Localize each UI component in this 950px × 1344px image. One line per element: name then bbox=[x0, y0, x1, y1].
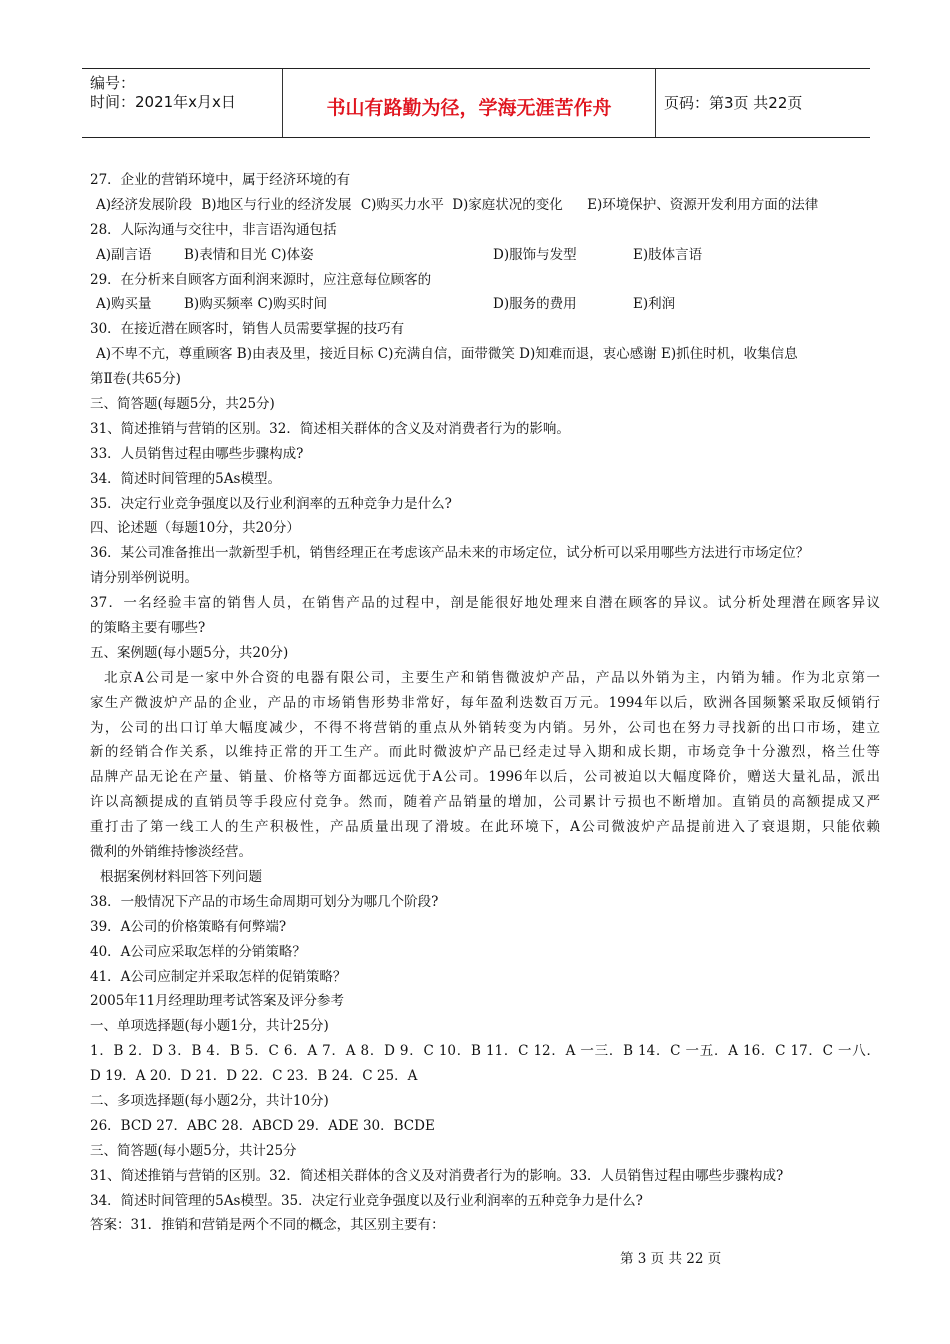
answer-section-heading: 一、单项选择题(每小题1分，共计25分) bbox=[90, 1018, 329, 1035]
question-28: 28．人际沟通与交往中，非言语沟通包括 bbox=[90, 221, 337, 238]
option-a: A)购买量 bbox=[96, 296, 152, 313]
case-paragraph-line: 为，公司的出口订单大幅度减少，不得不将营销的重点从外销转变为内销。另外，公司也在努力寻找新的出口市场，建立 bbox=[90, 719, 880, 736]
option-e: E)利润 bbox=[633, 296, 676, 313]
question-27: 27．企业的营销环境中，属于经济环境的有 bbox=[90, 172, 351, 188]
option-a: A)副言语 bbox=[96, 246, 152, 263]
question-29: 29．在分析来自顾客方面利润来源时，应注意每位顾客的 bbox=[90, 271, 432, 288]
option-e: E)肢体言语 bbox=[633, 246, 703, 263]
question-27-options bbox=[90, 193, 880, 218]
question-35: 35．决定行业竞争强度以及行业利润率的五种竞争力是什么? bbox=[90, 495, 452, 512]
document-number-label: 编号： bbox=[90, 74, 136, 92]
page-header bbox=[82, 68, 870, 138]
question-40: 40．A公司应采取怎样的分销策略？ bbox=[90, 943, 306, 960]
question-37-cont: 的策略主要有哪些? bbox=[90, 620, 206, 637]
option-e: E)环境保护、资源开发利用方面的法律 bbox=[587, 196, 819, 213]
question-29-options bbox=[90, 292, 880, 317]
section-heading: 四、论述题（每题10分，共20分） bbox=[90, 520, 300, 537]
question-34: 34．简述时间管理的5As模型。 bbox=[90, 470, 281, 487]
option-d: D)服务的费用 bbox=[493, 296, 577, 313]
question-36-cont: 请分别举例说明。 bbox=[90, 570, 198, 587]
option-bc: B)购买频率 C)购买时间 bbox=[184, 296, 328, 313]
document-time-label: 时间：2021年x月x日 bbox=[90, 93, 236, 111]
answer-line: 答案：31．推销和营销是两个不同的概念，其区别主要有： bbox=[90, 1217, 445, 1234]
header-divider bbox=[655, 69, 656, 137]
option-d: D)服饰与发型 bbox=[493, 246, 577, 263]
answer-line: 1．B 2．D 3．B 4．B 5．C 6．A 7．A 8．D 9．C 10．B 11．C 12．A 一三．B 14．C 一五．A 16．C 17．C 一八． bbox=[90, 1043, 880, 1060]
answer-line: D 19．A 20．D 21．D 22．C 23．B 24．C 25．A bbox=[90, 1068, 418, 1085]
page-footer: 第 3 页 共 22 页 bbox=[620, 1251, 722, 1267]
option-c: C)购买力水平 bbox=[360, 196, 444, 213]
question-36: 36．某公司准备推出一款新型手机，销售经理正在考虑该产品未来的市场定位，试分析可以采用哪些方法进行市场定位？ bbox=[90, 545, 810, 562]
case-prompt: 根据案例材料回答下列问题 bbox=[100, 868, 262, 885]
answer-section-heading: 二、多项选择题(每小题2分，共计10分) bbox=[90, 1092, 329, 1109]
page-info: 页码：第3页 共22页 bbox=[664, 94, 803, 112]
answer-line: 26．BCD 27．ABC 28．ABCD 29．ADE 30．BCDE bbox=[90, 1117, 435, 1134]
header-motto: 书山有路勤为径，学海无涯苦作舟 bbox=[326, 97, 612, 119]
case-paragraph-line: 微利的外销维持惨淡经营。 bbox=[90, 844, 252, 861]
option-a: A)经济发展阶段 bbox=[96, 196, 193, 213]
case-paragraph-line: 许以高额提成的直销员等手段应付竞争。然而，随着产品销量的增加，公司累计亏损也不断增加。直销员的高额提成又严 bbox=[90, 794, 880, 811]
volume-heading: 第Ⅱ卷(共65分) bbox=[90, 371, 181, 388]
question-37: 37．一名经验丰富的销售人员，在销售产品的过程中，剖是能很好地处理来自潜在顾客的异议。试分析处理潜在顾客异议 bbox=[90, 595, 880, 612]
question-41: 41．A公司应制定并采取怎样的促销策略？ bbox=[90, 968, 347, 985]
answer-line: 34．简述时间管理的5As模型。35．决定行业竞争强度以及行业利润率的五种竞争力是什么? bbox=[90, 1192, 643, 1209]
section-heading: 三、简答题(每题5分，共25分) bbox=[90, 396, 275, 413]
option-bc: B)表情和目光 C)体姿 bbox=[184, 246, 314, 263]
section-heading: 五、案例题(每小题5分，共20分) bbox=[90, 644, 289, 661]
question-30-options: A)不卑不亢，尊重顾客 B)由表及里，接近目标 C)充满自信，面带微笑 D)知难而退，衷心感谢 E)抓住时机，收集信息 bbox=[96, 346, 798, 363]
answer-line: 31、简述推销与营销的区别。32．简述相关群体的含义及对消费者行为的影响。33．人员销售过程由哪些步骤构成? bbox=[90, 1167, 784, 1184]
option-d: D)家庭状况的变化 bbox=[452, 196, 563, 213]
question-39: 39．A公司的价格策略有何弊端? bbox=[90, 918, 287, 935]
case-paragraph-line: 重打击了第一线工人的生产积极性，产品质量出现了滑坡。在此环境下，A公司微波炉产品提前进入了衰退期，只能依赖 bbox=[90, 819, 880, 836]
option-b: B)地区与行业的经济发展 bbox=[201, 196, 352, 213]
question-28-options bbox=[90, 243, 880, 268]
case-paragraph-line: 新的经销合作关系，以维持正常的开工生产。而此时微波炉产品已经走过导入期和成长期，市场竞争十分激烈，格兰仕等 bbox=[90, 744, 880, 761]
case-paragraph-line: 品牌产品无论在产量、销量、价格等方面都远远优于A公司。1996年以后，公司被迫以大幅度降价，赠送大量礼品，派出 bbox=[90, 769, 880, 786]
case-paragraph-line: 家生产微波炉产品的企业，产品的市场销售形势非常好，每年盈利迭数百万元。1994年以后，欧洲各国频繁采取反倾销行 bbox=[90, 694, 880, 711]
document-body bbox=[90, 168, 880, 1238]
question-30: 30．在接近潜在顾客时，销售人员需要掌握的技巧有 bbox=[90, 321, 405, 338]
question-31-32: 31、简述推销与营销的区别。32．简述相关群体的含义及对消费者行为的影响。 bbox=[90, 420, 570, 437]
question-33: 33．人员销售过程由哪些步骤构成? bbox=[90, 445, 304, 462]
case-paragraph-line: 北京A公司是一家中外合资的电器有限公司，主要生产和销售微波炉产品，产品以外销为主，内销为辅。作为北京第一 bbox=[104, 669, 880, 686]
answer-section-heading: 三、简答题(每小题5分，共计25分 bbox=[90, 1142, 297, 1159]
question-38: 38．一般情况下产品的市场生命周期可划分为哪几个阶段? bbox=[90, 893, 439, 910]
answer-title: 2005年11月经理助理考试答案及评分参考 bbox=[90, 993, 345, 1010]
